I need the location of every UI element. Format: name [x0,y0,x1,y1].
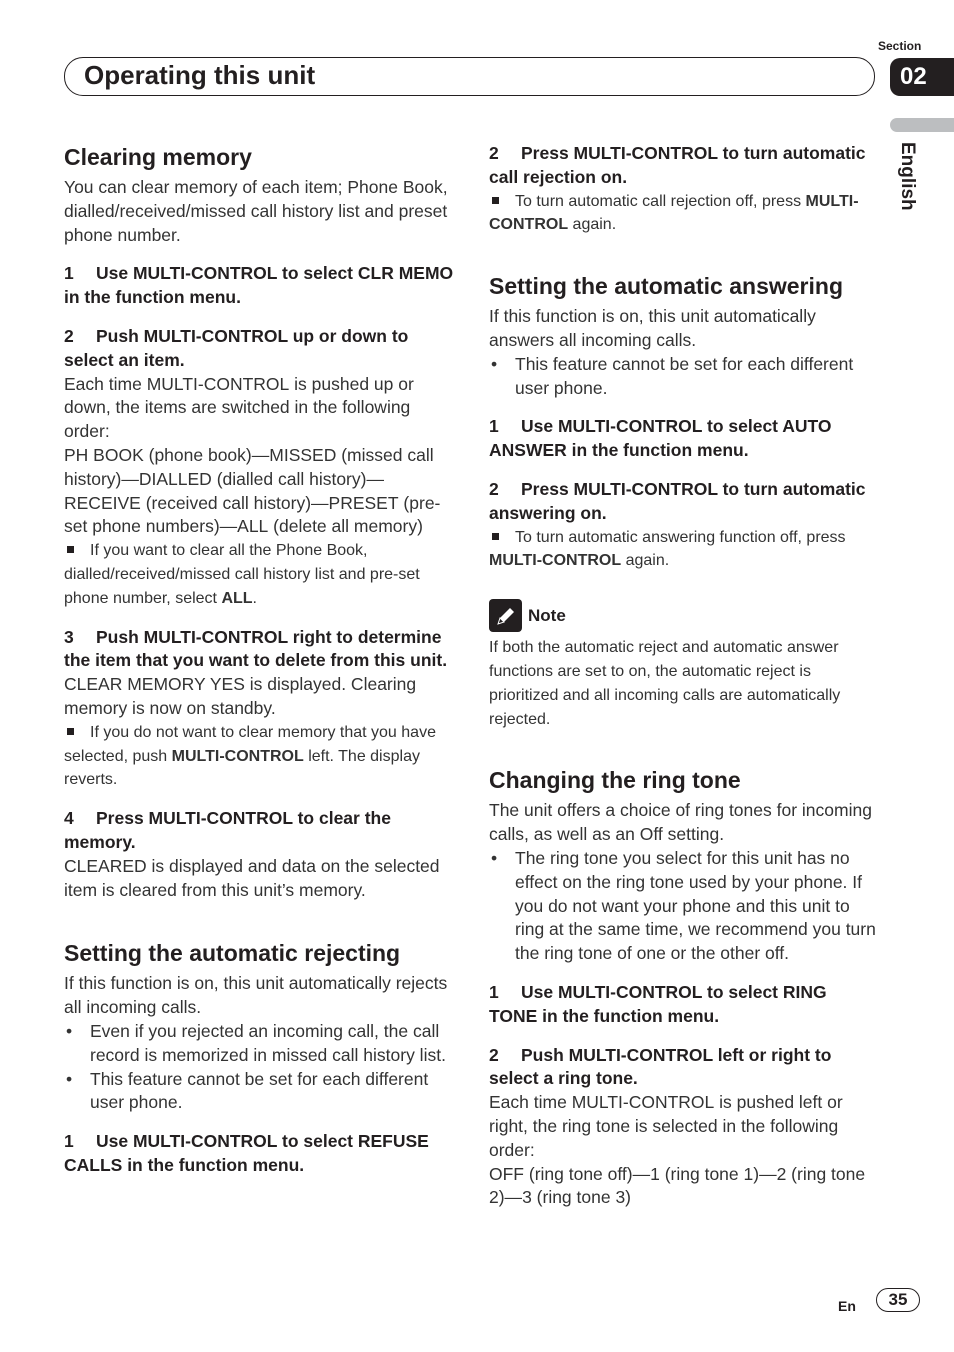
clearing-step-3 [64,626,454,674]
option-desc: (dialled call history)— [211,468,384,489]
clearing-step-3-body [64,673,454,721]
step-text: Press MULTI-CONTROL to turn automatic call rejection on. [489,143,866,187]
text: If you want to clear all the Phone Book, dialled/received/missed call history list and pre-set phone number, select [64,542,420,607]
option: PRESET [328,492,399,513]
rejecting-step-1 [64,1130,454,1178]
text: Each time [489,1092,572,1113]
step-text: Push MULTI-CONTROL left or right to select a ring tone. [489,1044,832,1089]
option-desc: (phone book)— [143,444,270,465]
footer-language: En [838,1298,856,1314]
option-desc: (ring tone 2)— [489,1163,866,1208]
display-text: CLEARED [64,855,147,876]
text: is displayed and data on the selected item is cleared from this unit’s memory. [64,855,440,900]
step-text: Press MULTI-CONTROL to turn automatic answering on. [489,478,866,523]
clearing-step-1 [64,262,454,310]
step-text: Use MULTI-CONTROL to select AUTO ANSWER in the function menu. [489,416,832,461]
answering-bullet: • This feature cannot be set for each different user phone. [489,353,879,401]
clearing-step-4 [64,807,454,855]
control-name: MULTI-CONTROL [489,552,622,570]
text: If you do not want to clear memory that you have selected, push [64,723,436,765]
step-number: 1 [64,263,74,284]
option: MISSED [269,444,337,465]
control-name: MULTI-CONTROL [171,747,304,765]
option-desc: (missed call history)— [64,444,434,489]
ring-order [489,1163,879,1211]
section-label: Section [878,39,922,53]
control-name: MULTI-CONTROL [571,1092,715,1113]
clearing-memory-heading: Clearing memory [64,144,252,170]
option: RECEIVE [64,492,141,513]
answering-step-1 [489,415,879,463]
text: is pushed up or down, the items are switched in the following order: [64,373,414,442]
clearing-step-2 [64,325,454,373]
clearing-note-revert [64,721,454,792]
option: ALL [237,516,269,537]
section-number-badge: 02 [890,58,954,96]
rejecting-step-2 [489,142,879,190]
text: To turn automatic call rejection off, press [515,192,806,210]
square-bullet-icon [492,197,499,204]
step-number: 2 [489,1044,499,1065]
step-text: Use MULTI-CONTROL to select CLR MEMO in the function menu. [64,263,454,308]
option-desc: (pre-set phone numbers)— [64,492,441,537]
note-text: If both the automatic reject and automatic answer functions are set to on, the automatic reject is prioritized and all incoming calls are automatically rejected. [489,639,841,728]
option: ALL [221,589,253,607]
option-desc: (ring tone 3) [531,1187,632,1208]
rejecting-intro: If this function is on, this unit automatically rejects all incoming calls. [64,973,448,1018]
step-number: 2 [489,143,499,163]
page-number: 35 [876,1288,920,1312]
ring-bullet: • The ring tone you select for this unit has no effect on the ring tone used by your phone. If you do not want your phone and this unit to ring at the same time, we recommend you turn the ring tone of one or the other off. [489,847,879,966]
option-desc: (ring tone 1)— [659,1163,777,1184]
option: 1 [650,1163,660,1184]
step-number: 3 [64,626,74,647]
option: 3 [522,1187,532,1208]
left-column [64,142,454,1178]
step-number: 1 [489,416,499,437]
note-header [489,599,879,632]
right-column [489,142,879,1210]
text: again. [621,552,670,570]
language-tab [890,118,954,132]
step-text: Use MULTI-CONTROL to select REFUSE CALLS in the function menu. [64,1131,429,1175]
language-label: English [897,142,918,211]
clearing-intro: You can clear memory of each item; Phone Book, dialled/received/missed call history list and preset phone number. [64,177,448,245]
option: OFF [489,1163,524,1184]
answering-heading: Setting the automatic answering [489,273,843,300]
clearing-step-4-body [64,855,454,903]
option-desc: (delete all memory) [268,516,423,537]
control-name: MULTI-CONTROL [489,192,859,234]
ring-step-2 [489,1044,879,1092]
rejecting-note-off [489,190,879,238]
text: is displayed. Clearing memory is now on standby. [64,674,417,718]
clearing-note-all [64,539,454,610]
step-text: Press MULTI-CONTROL to clear the memory. [64,808,391,852]
text: Each time [64,373,147,394]
answering-note-off [489,526,879,574]
ring-intro: The unit offers a choice of ring tones for incoming calls, as well as an Off setting. [489,800,872,845]
step-number: 2 [489,478,499,499]
option: DIALLED [138,468,212,489]
text: To turn automatic answering function off, press [515,528,846,546]
square-bullet-icon [492,533,499,540]
clearing-step-2-body [64,373,454,444]
text: again. [568,216,617,234]
text: left. The display reverts. [64,747,420,789]
answering-intro: If this function is on, this unit automatically answers all incoming calls. [489,306,816,350]
rejecting-heading: Setting the automatic rejecting [64,940,401,967]
option: 2 [776,1163,787,1184]
option-desc: (received call history)— [140,492,329,513]
square-bullet-icon [67,728,74,735]
step-number: 2 [64,325,74,346]
option-desc: (ring tone off)— [524,1163,651,1184]
step-number: 4 [64,808,74,829]
step-number: 1 [489,981,499,1002]
answering-step-2 [489,478,879,526]
step-text: Push MULTI-CONTROL right to determine the item that you want to delete from this unit. [64,626,448,671]
ring-tone-heading: Changing the ring tone [489,767,741,794]
option: PH BOOK [64,444,144,465]
rejecting-bullet: • Even if you rejected an incoming call, the call record is memorized in missed call history list. [64,1020,454,1068]
square-bullet-icon [67,546,74,553]
rejecting-bullet: • This feature cannot be set for each different user phone. [64,1068,454,1116]
step-text: Push MULTI-CONTROL up or down to select an item. [64,325,409,370]
ring-step-1 [489,981,879,1029]
clearing-order [64,444,454,539]
page-title: Operating this unit [84,60,316,90]
text: is pushed left or right, the ring tone is selected in the following order: [489,1092,843,1160]
ring-step-2-body [489,1091,879,1162]
step-text: Use MULTI-CONTROL to select RING TONE in the function menu. [489,981,827,1026]
display-text: CLEAR MEMORY YES [64,674,245,695]
control-name: MULTI-CONTROL [146,373,290,394]
step-number: 1 [64,1131,74,1152]
note-pencil-icon [489,599,522,632]
text: . [252,589,257,607]
note-label: Note [528,605,566,625]
